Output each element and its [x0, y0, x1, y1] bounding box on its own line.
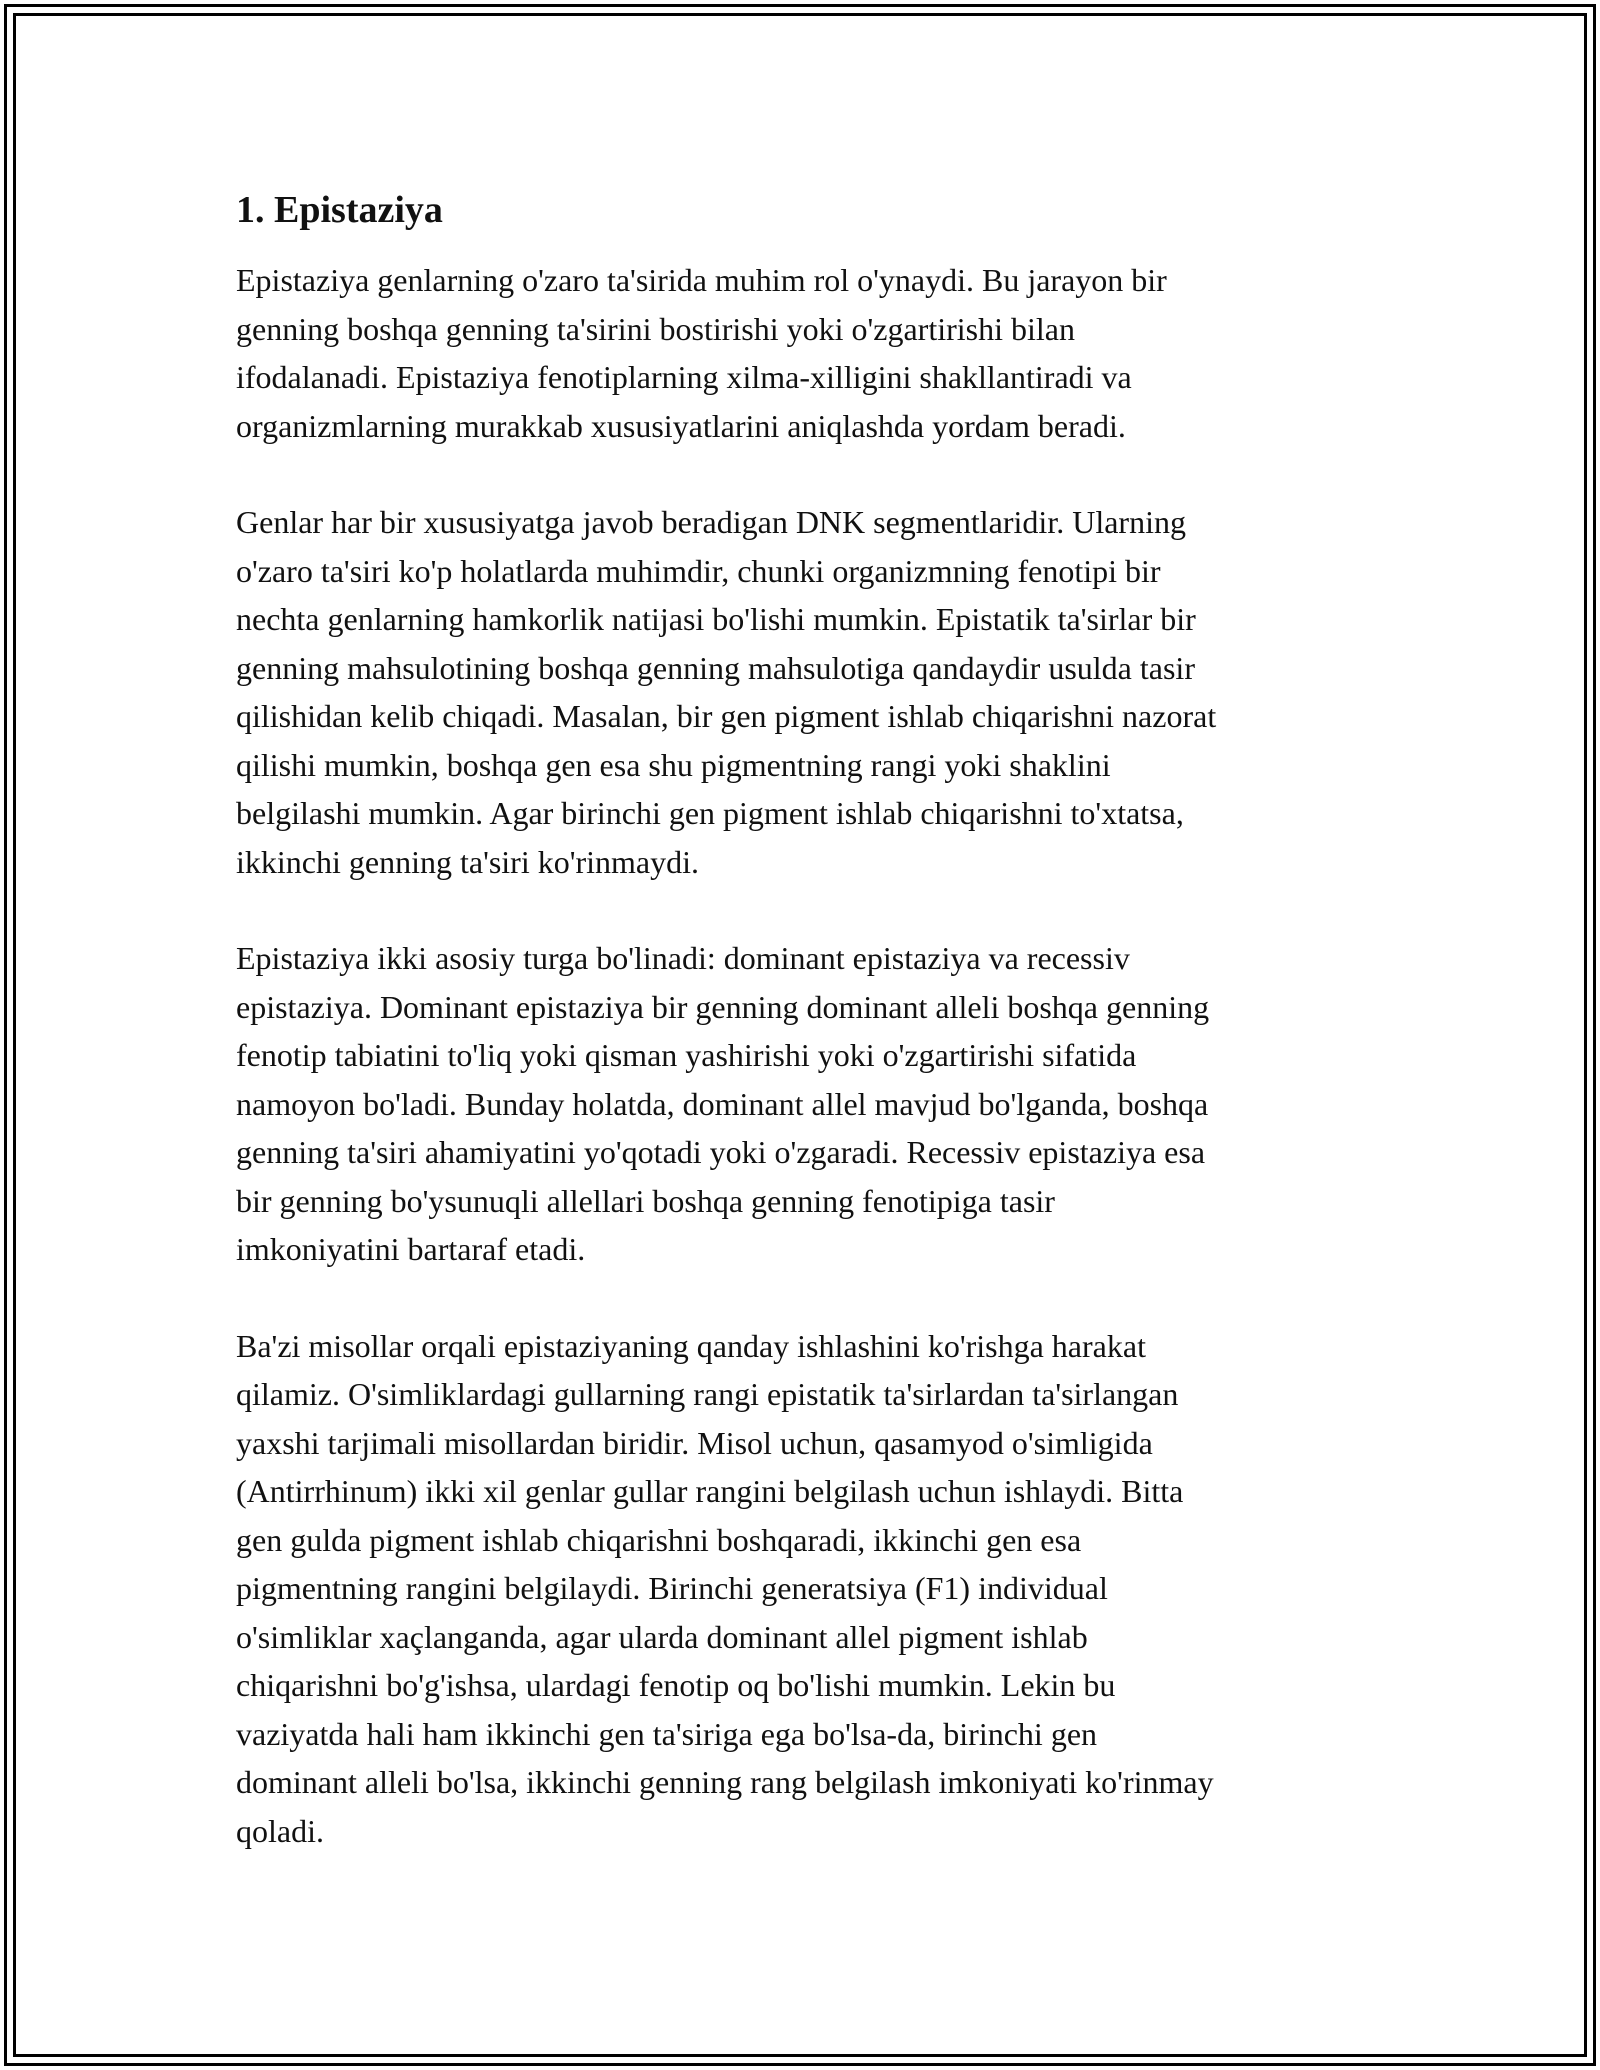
text-line: qilamiz. O'simliklardagi gullarning rangi epistatik ta'sirlardan ta'sirlangan [236, 1376, 1179, 1412]
text-line: bir genning bo'ysunuqli allellari boshqa genning fenotipiga tasir [236, 1182, 1055, 1219]
text-line: vaziyatda hali ham ikkinchi gen ta'siriga ega bo'lsa-da, birinchi gen [236, 1715, 1098, 1752]
text-line: qilishi mumkin, boshqa gen esa shu pigmentning rangi yoki shaklini [236, 746, 1111, 783]
text-line: gen gulda pigment ishlab chiqarishni boshqaradi, ikkinchi gen esa [236, 1521, 1082, 1558]
text-line: Ba'zi misollar orqali epistaziyaning qanday ishlashini ko'rishga harakat [236, 1327, 1146, 1364]
text-line: genning mahsulotining boshqa genning mahsulotiga qandaydir usulda tasir [236, 649, 1195, 686]
text-line: (Antirrhinum) ikki xil genlar gullar rangini belgilash uchun ishlaydi. Bitta [236, 1473, 1184, 1509]
text-line: qoladi. [236, 1812, 324, 1849]
text-line: epistaziya. Dominant epistaziya bir genning dominant alleli boshqa genning [236, 988, 1210, 1025]
document-body [236, 186, 1366, 1903]
text-line: Epistaziya genlarning o'zaro ta'sirida muhim rol o'ynaydi. Bu jarayon bir [236, 262, 1167, 298]
paragraph-1 [236, 256, 1366, 450]
text-line: genning boshqa genning ta'sirini bostirishi yoki o'zgartirishi bilan [236, 310, 1075, 347]
text-line: chiqarishni bo'g'ishsa, ulardagi fenotip oq bo'lishi mumkin. Lekin bu [236, 1667, 1116, 1703]
text-line: genning ta'siri ahamiyatini yo'qotadi yoki o'zgaradi. Recessiv epistaziya esa [236, 1134, 1206, 1170]
section-heading: 1. Epistaziya [236, 189, 443, 231]
text-line: ikkinchi genning ta'siri ko'rinmaydi. [236, 843, 700, 880]
text-line: nechta genlarning hamkorlik natijasi bo'lishi mumkin. Epistatik ta'sirlar bir [236, 601, 1196, 637]
text-line: o'zaro ta'siri ko'p holatlarda muhimdir, chunki organizmning fenotipi bir [236, 552, 1161, 589]
paragraph-4 [236, 1322, 1366, 1856]
text-line: imkoniyatini bartaraf etadi. [236, 1231, 586, 1267]
text-line: qilishidan kelib chiqadi. Masalan, bir gen pigment ishlab chiqarishni nazorat [236, 698, 1217, 734]
text-line: ifodalanadi. Epistaziya fenotiplarning xilma-xilligini shakllantiradi va [236, 359, 1132, 395]
text-line: dominant alleli bo'lsa, ikkinchi genning rang belgilash imkoniyati ko'rinmay [236, 1764, 1214, 1800]
text-line: Epistaziya ikki asosiy turga bo'linadi: dominant epistaziya va recessiv [236, 940, 1130, 976]
text-line: Genlar har bir xususiyatga javob beradigan DNK segmentlaridir. Ularning [236, 504, 1186, 540]
text-line: pigmentning rangini belgilaydi. Birinchi generatsiya (F1) individual [236, 1570, 1108, 1606]
text-line: yaxshi tarjimali misollardan biridir. Misol uchun, qasamyod o'simligida [236, 1424, 1153, 1461]
text-line: belgilashi mumkin. Agar birinchi gen pigment ishlab chiqarishni to'xtatsa, [236, 795, 1184, 831]
text-line: o'simliklar xaçlanganda, agar ularda dominant allel pigment ishlab [236, 1618, 1088, 1655]
text-line: namoyon bo'ladi. Bunday holatda, dominant allel mavjud bo'lganda, boshqa [236, 1085, 1209, 1122]
paragraph-3 [236, 934, 1366, 1274]
text-line: fenotip tabiatini to'liq yoki qisman yashirishi yoki o'zgartirishi sifatida [236, 1037, 1137, 1073]
paragraph-2 [236, 498, 1366, 886]
text-line: organizmlarning murakkab xususiyatlarini aniqlashda yordam beradi. [236, 407, 1126, 444]
